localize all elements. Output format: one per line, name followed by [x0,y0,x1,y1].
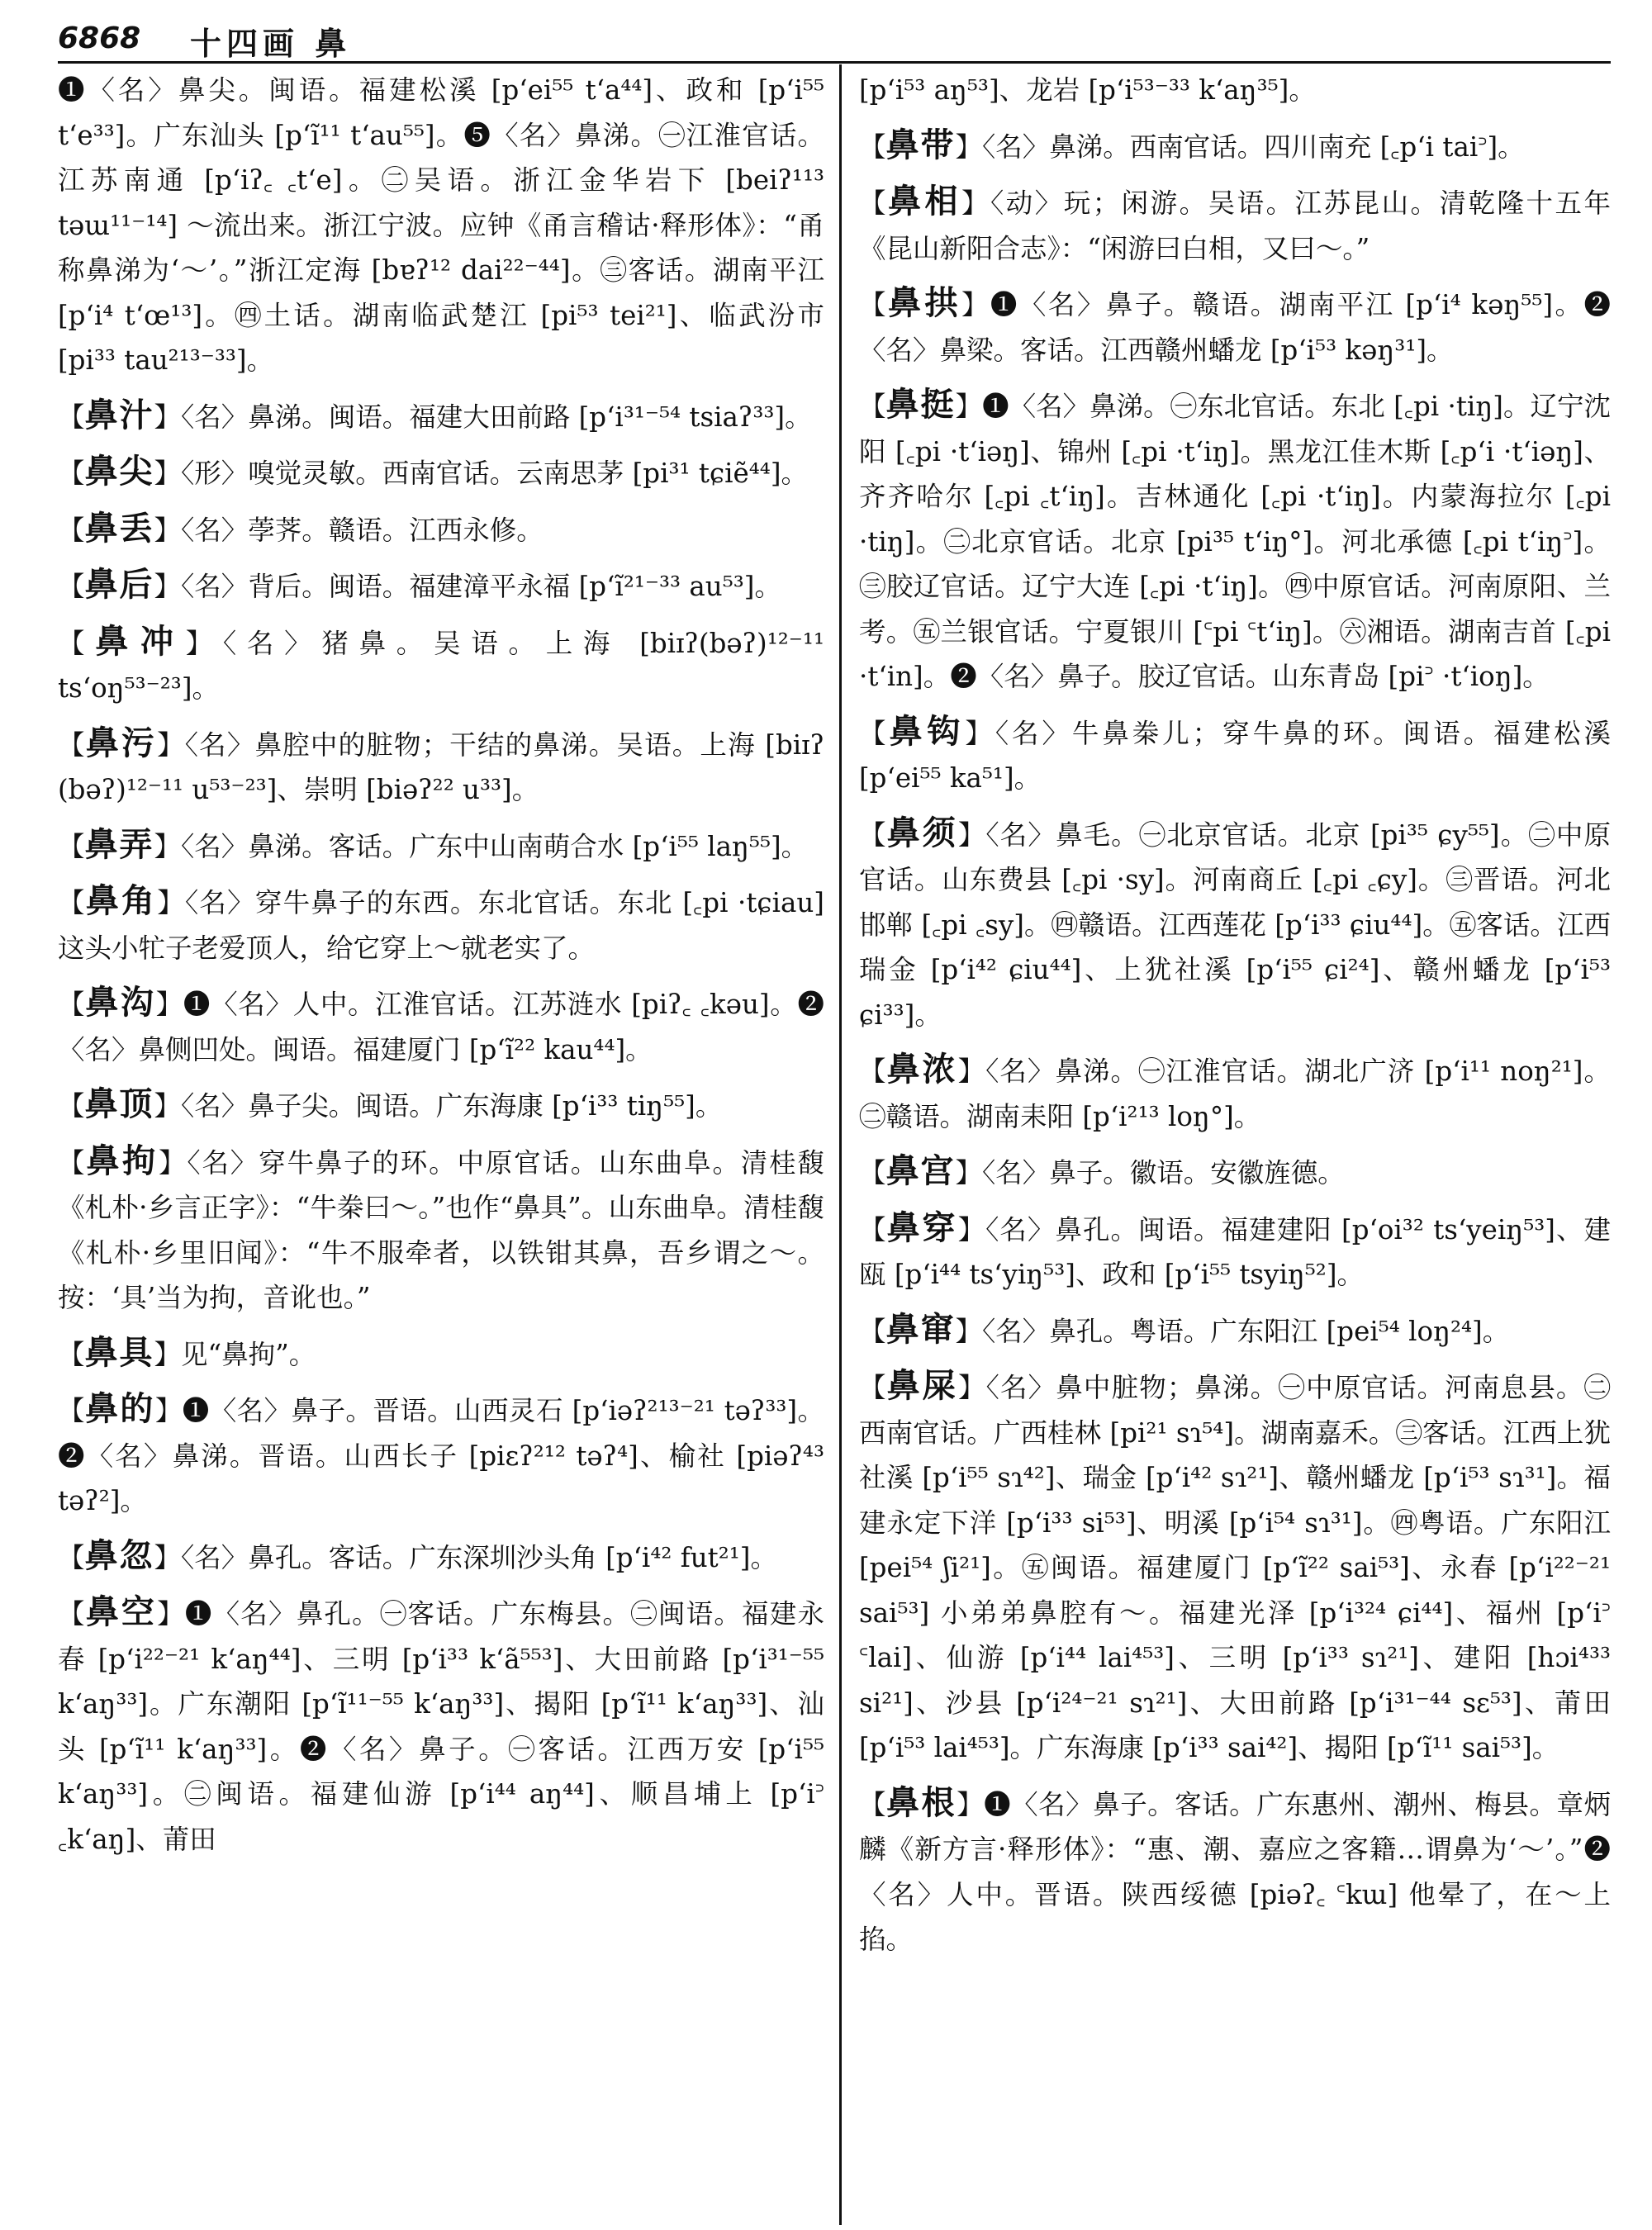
headword: 鼻须 [886,813,958,852]
entry-text: 〈名〉鼻涕。西南官话。四川南充 [꜀p‘i tai꜄]。 [982,130,1525,163]
left-column [58,68,824,2223]
entry-text: 〈名〉鼻孔。客话。广东深圳沙头角 [p‘i⁴² fut²¹]。 [181,1541,777,1573]
entry-text: 〈名〉鼻中脏物；鼻涕。㊀中原官话。河南息县。㊁西南官话。广西桂林 [pi²¹ sɿ⁵⁴]。湖南嘉禾。㊂客话。江西上犹社溪 [p‘i⁵⁵ sɿ⁴²]、瑞金 [p‘i⁴² sɿ²¹]、赣州蟠龙 [p‘i⁵³ sɿ³¹]。福建永定下洋 [p‘i³³ si⁵³]、明溪 [p‘i⁵⁴ sɿ³¹]。㊃粤语。广东阳江 [pei⁵⁴ ʃi²¹]。㊄闽语。福建厦门 [p‘ĩ²² sai⁵³]、永春 [p‘i²²⁻²¹ sai⁵³] 小弟弟鼻腔有～。福建光泽 [p‘i³²⁴ ɕi⁴⁴]、福州 [p‘i꜄ ꜂lai]、仙游 [p‘i⁴⁴ lai⁴⁵³]、三明 [p‘i³³ sɿ²¹]、建阳 [hɔi⁴³³ si²¹]、沙县 [p‘i²⁴⁻²¹ sɿ²¹]、大田前路 [p‘i³¹⁻⁴⁴ sɛ⁵³]、莆田 [p‘i⁵³ lai⁴⁵³]。广东海康 [p‘i³³ sai⁴²]、揭阳 [p‘ĩ¹¹ sai⁵³]。 [859,1372,1611,1763]
entry-text: 〈名〉鼻子。徽语。安徽旌德。 [982,1157,1345,1189]
entry: 【鼻汁】〈名〉鼻涕。闽语。福建大田前路 [p‘i³¹⁻⁵⁴ tsiaʔ³³]。 [58,395,812,434]
headword: 鼻相 [888,182,961,221]
entry: 【鼻顶】〈名〉鼻子尖。闽语。广东海康 [p‘i³³ tiŋ⁵⁵]。 [58,1084,723,1123]
headword: 鼻拘 [86,1141,159,1180]
entry: 【鼻拘】〈名〉穿牛鼻子的环。中原官话。山东曲阜。清桂馥《札朴·乡言正字》：“牛桊曰～。”也作“鼻具”。山东曲阜。清桂馥《札朴·乡里旧闻》：“牛不服牵者，以铁钳其鼻，吾乡谓之～。按：‘具’当为拘，音讹也。” [58,1141,824,1313]
entry-text: ❶〈名〉鼻尖。闽语。福建松溪 [p‘ei⁵⁵ t‘a⁴⁴]、政和 [p‘i⁵⁵ t‘e³³]。广东汕头 [p‘ĩ¹¹ t‘au⁵⁵]。❺〈名〉鼻涕。㊀江淮官话。江苏南通 [p‘iʔ꜀ ꜀t‘e]。㊁吴语。浙江金华岩下 [beiʔ¹¹³ təɯ¹¹⁻¹⁴] ～流出来。浙江宁波。应钟《甬言稽诂·释形体》：“甬称鼻涕为‘～’。”浙江定海 [bɐʔ¹² dai²²⁻⁴⁴]。㊂客话。湖南平江 [p‘i⁴ t‘œ¹³]。㊃土话。湖南临武楚江 [pi⁵³ tei²¹]、临武汾市 [pi³³ tau²¹³⁻³³]。 [58,74,824,376]
entry-text: ❶〈名〉鼻涕。㊀东北官话。东北 [꜀pi ·tiŋ]。辽宁沈阳 [꜀pi ·t‘iəŋ]、锦州 [꜀pi ·t‘iŋ]。黑龙江佳木斯 [꜀p‘i ·t‘iəŋ]、齐齐哈尔 [꜀pi ꜀t‘iŋ]。吉林通化 [꜀pi ·t‘iŋ]。内蒙海拉尔 [꜀pi ·tiŋ]。㊁北京官话。北京 [pi³⁵ t‘iŋ°]。河北承德 [꜀pi t‘iŋ꜄]。㊂胶辽官话。辽宁大连 [꜀pi ·t‘iŋ]。㊃中原官话。河南原阳、兰考。㊄兰银官话。宁夏银川 [꜂pi ꜂t‘iŋ]。㊅湘语。湖南吉首 [꜀pi ·t‘in]。❷〈名〉鼻子。胶辽官话。山东青岛 [pi꜄ ·t‘ioŋ]。 [859,391,1611,692]
headword: 鼻尖 [84,452,154,491]
entry-text: 〈名〉荸荠。赣语。江西永修。 [181,514,544,546]
headword: 鼻弄 [84,824,154,864]
entry-text: 〈名〉猪鼻。吴语。上海 [biɪʔ(bəʔ)¹²⁻¹¹ ts‘oŋ⁵³⁻²³]。 [58,627,824,704]
entry: 【鼻污】〈名〉鼻腔中的脏物；干结的鼻涕。吴语。上海 [biɪʔ (bəʔ)¹²⁻¹¹ u⁵³⁻²³]、崇明 [biəʔ²² u³³]。 [58,723,824,805]
headword: 鼻穿 [886,1208,958,1247]
headword: 鼻根 [886,1782,957,1822]
entry-text: 〈名〉鼻涕。㊀江淮官话。湖北广济 [p‘i¹¹ noŋ²¹]。㊁赣语。湖南耒阳 [p‘i²¹³ loŋ°]。 [859,1056,1611,1132]
entry-text: ❶〈名〉鼻孔。㊀客话。广东梅县。㊁闽语。福建永春 [p‘i²²⁻²¹ k‘aŋ⁴⁴]、三明 [p‘i³³ k‘ã⁵⁵³]、大田前路 [p‘i³¹⁻⁵⁵ k‘aŋ³³]。广东潮阳 [p‘ĩ¹¹⁻⁵⁵ k‘aŋ³³]、揭阳 [p‘ĩ¹¹ k‘aŋ³³]、汕头 [p‘ĩ¹¹ k‘aŋ³³]。❷〈名〉鼻子。㊀客话。江西万安 [p‘i⁵⁵ k‘aŋ³³]。㊁闽语。福建仙游 [p‘i⁴⁴ aŋ⁴⁴]、顺昌埔上 [p‘i꜄ ꜀k‘aŋ]、莆田 [58,1598,824,1855]
headword: 鼻屎 [886,1366,958,1405]
entry: 【鼻须】〈名〉鼻毛。㊀北京官话。北京 [pi³⁵ ɕy⁵⁵]。㊁中原官话。山东费县 [꜀pi ·sy]。河南商丘 [꜀pi ꜀ɕy]。㊂晋语。河北邯郸 [꜀pi ꜀sy]。㊃赣语。江西莲花 [p‘i³³ ɕiu⁴⁴]。㊄客话。江西瑞金 [p‘i⁴² ɕiu⁴⁴]、上犹社溪 [p‘i⁵⁵ ɕi²⁴]、赣州蟠龙 [p‘i⁵³ ɕi³³]。 [859,813,1611,1031]
headword: 鼻具 [84,1332,154,1372]
entry-text: 〈名〉鼻孔。闽语。福建建阳 [p‘oi³² ts‘yeiŋ⁵³]、建瓯 [p‘i⁴⁴ ts‘yiŋ⁵³]、政和 [p‘i⁵⁵ tsyiŋ⁵²]。 [859,1213,1611,1290]
entry-text: 〈名〉背后。闽语。福建漳平永福 [p‘ĩ²¹⁻³³ au⁵³]。 [181,571,781,602]
entry: 【鼻宫】〈名〉鼻子。徽语。安徽旌德。 [859,1151,1345,1190]
entry-text: 〈名〉穿牛鼻子的东西。东北官话。东北 [꜀pi ·tɕiau] 这头小牤子老爱顶人，给它穿上～就老实了。 [58,887,824,964]
headword: 鼻浓 [886,1050,958,1089]
entry: 【鼻的】❶〈名〉鼻子。晋语。山西灵石 [p‘iəʔ²¹³⁻²¹ təʔ³³]。❷〈名〉鼻涕。晋语。山西长子 [piɛʔ²¹² təʔ⁴]、榆社 [piəʔ⁴³ təʔ²]。 [58,1389,824,1516]
entry-text: 〈名〉鼻涕。闽语。福建大田前路 [p‘i³¹⁻⁵⁴ tsiaʔ³³]。 [181,401,812,433]
headword: 鼻宫 [885,1151,956,1190]
entry: 【鼻相】〈动〉玩；闲游。吴语。江苏昆山。清乾隆十五年《昆山新阳合志》：“闲游曰白相，又曰～。” [859,182,1611,264]
headword: 鼻顶 [84,1084,154,1123]
entry: 【鼻钩】〈名〉牛鼻桊儿；穿牛鼻的环。闽语。福建松溪 [p‘ei⁵⁵ ka⁵¹]。 [859,711,1611,794]
entry: 【鼻忽】〈名〉鼻孔。客话。广东深圳沙头角 [p‘i⁴² fut²¹]。 [58,1535,777,1575]
entry: 【鼻屎】〈名〉鼻中脏物；鼻涕。㊀中原官话。河南息县。㊁西南官话。广西桂林 [pi²¹ sɿ⁵⁴]。湖南嘉禾。㊂客话。江西上犹社溪 [p‘i⁵⁵ sɿ⁴²]、瑞金 [p‘i⁴² sɿ²¹]、赣州蟠龙 [p‘i⁵³ sɿ³¹]。福建永定下洋 [p‘i³³ si⁵³]、明溪 [p‘i⁵⁴ sɿ³¹]。㊃粤语。广东阳江 [pei⁵⁴ ʃi²¹]。㊄闽语。福建厦门 [p‘ĩ²² sai⁵³]、永春 [p‘i²²⁻²¹ sai⁵³] 小弟弟鼻腔有～。福建光泽 [p‘i³²⁴ ɕi⁴⁴]、福州 [p‘i꜄ ꜂lai]、仙游 [p‘i⁴⁴ lai⁴⁵³]、三明 [p‘i³³ sɿ²¹]、建阳 [hɔi⁴³³ si²¹]、沙县 [p‘i²⁴⁻²¹ sɿ²¹]、大田前路 [p‘i³¹⁻⁴⁴ sɛ⁵³]、莆田 [p‘i⁵³ lai⁴⁵³]。广东海康 [p‘i³³ sai⁴²]、揭阳 [p‘ĩ¹¹ sai⁵³]。 [859,1366,1611,1763]
headword: 鼻钩 [889,711,966,751]
header-rule [58,61,1611,64]
headword: 鼻角 [85,881,158,920]
entry: 【鼻空】❶〈名〉鼻孔。㊀客话。广东梅县。㊁闽语。福建永春 [p‘i²²⁻²¹ k‘aŋ⁴⁴]、三明 [p‘i³³ k‘ã⁵⁵³]、大田前路 [p‘i³¹⁻⁵⁵ k‘aŋ³³]。广东潮阳 [p‘ĩ¹¹⁻⁵⁵ k‘aŋ³³]、揭阳 [p‘ĩ¹¹ k‘aŋ³³]、汕头 [p‘ĩ¹¹ k‘aŋ³³]。❷〈名〉鼻子。㊀客话。江西万安 [p‘i⁵⁵ k‘aŋ³³]。㊁闽语。福建仙游 [p‘i⁴⁴ aŋ⁴⁴]、顺昌埔上 [p‘i꜄ ꜀k‘aŋ]、莆田 [58,1592,824,1855]
entry: 【鼻弄】〈名〉鼻涕。客话。广东中山南萌合水 [p‘i⁵⁵ laŋ⁵⁵]。 [58,824,809,864]
headword: 鼻窜 [885,1309,956,1349]
headword: 鼻空 [85,1592,158,1631]
entry-text: 〈名〉穿牛鼻子的环。中原官话。山东曲阜。清桂馥《札朴·乡言正字》：“牛桊曰～。”也作“鼻具”。山东曲阜。清桂馥《札朴·乡里旧闻》：“牛不服牵者，以铁钳其鼻，吾乡谓之～。按：‘具’当为拘，音讹也。” [58,1146,824,1313]
entry: 【鼻丢】〈名〉荸荠。赣语。江西永修。 [58,508,544,548]
entry-text: [p‘i⁵³ aŋ⁵³]、龙岩 [p‘i⁵³⁻³³ k‘aŋ³⁵]。 [859,74,1316,106]
headword: 鼻汁 [84,395,154,434]
entry-text: ❶〈名〉鼻子。赣语。湖南平江 [p‘i⁴ kəŋ⁵⁵]。❷〈名〉鼻梁。客话。江西赣州蟠龙 [p‘i⁵³ kəŋ³¹]。 [859,289,1611,366]
headword: 鼻的 [84,1389,155,1428]
entry-text: 〈名〉鼻毛。㊀北京官话。北京 [pi³⁵ ɕy⁵⁵]。㊁中原官话。山东费县 [꜀pi ·sy]。河南商丘 [꜀pi ꜀ɕy]。㊂晋语。河北邯郸 [꜀pi ꜀sy]。㊃赣语。江西莲花 [p‘i³³ ɕiu⁴⁴]。㊄客话。江西瑞金 [p‘i⁴² ɕiu⁴⁴]、上犹社溪 [p‘i⁵⁵ ɕi²⁴]、赣州蟠龙 [p‘i⁵³ ɕi³³]。 [859,818,1611,1031]
entry-text: 〈名〉鼻孔。粤语。广东阳江 [pei⁵⁴ loŋ²⁴]。 [982,1315,1510,1347]
entry: 【鼻根】❶〈名〉鼻子。客话。广东惠州、潮州、梅县。章炳麟《新方言·释形体》：“惠、潮、嘉应之客籍…谓鼻为‘～’。”❷〈名〉人中。晋语。陕西绥德 [piəʔ꜀ ꜂kɯ] 他晕了，在～上掐。 [859,1782,1611,1955]
headword: 鼻污 [85,723,158,762]
entry: 【鼻挺】❶〈名〉鼻涕。㊀东北官话。东北 [꜀pi ·tiŋ]。辽宁沈阳 [꜀pi ·t‘iəŋ]、锦州 [꜀pi ·t‘iŋ]。黑龙江佳木斯 [꜀p‘i ·t‘iəŋ]、齐齐哈尔 [꜀pi ꜀t‘iŋ]。吉林通化 [꜀pi ·t‘iŋ]。内蒙海拉尔 [꜀pi ·tiŋ]。㊁北京官话。北京 [pi³⁵ t‘iŋ°]。河北承德 [꜀pi t‘iŋ꜄]。㊂胶辽官话。辽宁大连 [꜀pi ·t‘iŋ]。㊃中原官话。河南原阳、兰考。㊄兰银官话。宁夏银川 [꜂pi ꜂t‘iŋ]。㊅湘语。湖南吉首 [꜀pi ·t‘in]。❷〈名〉鼻子。胶辽官话。山东青岛 [pi꜄ ·t‘ioŋ]。 [859,385,1611,692]
headword: 鼻挺 [885,385,956,424]
page-header [58,15,1611,61]
entry-text: 〈形〉嗅觉灵敏。西南官话。云南思茅 [pi³¹ tɕiẽ⁴⁴]。 [181,458,809,489]
headword: 鼻冲 [95,621,186,661]
entry: 【鼻拱】❶〈名〉鼻子。赣语。湖南平江 [p‘i⁴ kəŋ⁵⁵]。❷〈名〉鼻梁。客话。江西赣州蟠龙 [p‘i⁵³ kəŋ³¹]。 [859,283,1611,366]
entry: 【鼻冲】〈名〉猪鼻。吴语。上海 [biɪʔ(bəʔ)¹²⁻¹¹ ts‘oŋ⁵³⁻²³]。 [58,621,824,704]
entry: 【鼻带】〈名〉鼻涕。西南官话。四川南充 [꜀p‘i tai꜄]。 [859,125,1525,164]
entry: 【鼻穿】〈名〉鼻孔。闽语。福建建阳 [p‘oi³² ts‘yeiŋ⁵³]、建瓯 [p‘i⁴⁴ ts‘yiŋ⁵³]、政和 [p‘i⁵⁵ tsyiŋ⁵²]。 [859,1208,1611,1290]
page-number: 6868 [58,21,141,55]
entry-text: 〈名〉牛鼻桊儿；穿牛鼻的环。闽语。福建松溪 [p‘ei⁵⁵ ka⁵¹]。 [859,717,1611,794]
entry: 【鼻沟】❶〈名〉人中。江淮官话。江苏涟水 [piʔ꜀ ꜀kəu]。❷〈名〉鼻侧凹处。闽语。福建厦门 [p‘ĩ²² kau⁴⁴]。 [58,983,824,1065]
entry: 【鼻尖】〈形〉嗅觉灵敏。西南官话。云南思茅 [pi³¹ tɕiẽ⁴⁴]。 [58,452,809,491]
headword: 鼻忽 [84,1535,154,1575]
entry-text: 〈名〉鼻子尖。闽语。广东海康 [p‘i³³ tiŋ⁵⁵]。 [181,1090,723,1122]
entry: 【鼻浓】〈名〉鼻涕。㊀江淮官话。湖北广济 [p‘i¹¹ noŋ²¹]。㊁赣语。湖南耒阳 [p‘i²¹³ loŋ°]。 [859,1050,1611,1132]
entry: 【鼻窜】〈名〉鼻孔。粤语。广东阳江 [pei⁵⁴ loŋ²⁴]。 [859,1309,1510,1349]
section-heading: 十四画 鼻 [190,25,352,62]
headword: 鼻带 [885,125,956,164]
entry: 【鼻具】见“鼻拘”。 [58,1332,316,1372]
right-column [859,68,1611,2223]
entry-text: ❶〈名〉鼻子。客话。广东惠州、潮州、梅县。章炳麟《新方言·释形体》：“惠、潮、嘉应之客籍…谓鼻为‘～’。”❷〈名〉人中。晋语。陕西绥德 [piəʔ꜀ ꜂kɯ] 他晕了，在～上掐。 [859,1788,1611,1955]
entry [58,68,824,383]
entry [859,68,1611,113]
entry-text: 〈名〉鼻腔中的脏物；干结的鼻涕。吴语。上海 [biɪʔ (bəʔ)¹²⁻¹¹ u⁵³⁻²³]、崇明 [biəʔ²² u³³]。 [58,728,824,805]
entry: 【鼻后】〈名〉背后。闽语。福建漳平永福 [p‘ĩ²¹⁻³³ au⁵³]。 [58,565,781,604]
entry-text: 〈名〉鼻涕。客话。广东中山南萌合水 [p‘i⁵⁵ laŋ⁵⁵]。 [181,830,809,862]
entry-text: ❶〈名〉鼻子。晋语。山西灵石 [p‘iəʔ²¹³⁻²¹ təʔ³³]。❷〈名〉鼻涕。晋语。山西长子 [piɛʔ²¹² təʔ⁴]、榆社 [piəʔ⁴³ təʔ²]。 [58,1395,824,1516]
entry-text: ❶〈名〉人中。江淮官话。江苏涟水 [piʔ꜀ ꜀kəu]。❷〈名〉鼻侧凹处。闽语。福建厦门 [p‘ĩ²² kau⁴⁴]。 [58,989,824,1065]
headword: 鼻后 [84,565,154,604]
headword: 鼻丢 [84,508,154,548]
entry-text: 见“鼻拘”。 [181,1338,316,1370]
headword: 鼻拱 [887,283,961,322]
column-divider [839,64,842,2225]
entry: 【鼻角】〈名〉穿牛鼻子的东西。东北官话。东北 [꜀pi ·tɕiau] 这头小牤子老爱顶人，给它穿上～就老实了。 [58,881,824,964]
headword: 鼻沟 [85,983,156,1022]
entry-text: 〈动〉玩；闲游。吴语。江苏昆山。清乾隆十五年《昆山新阳合志》：“闲游曰白相，又曰～。” [859,187,1611,264]
